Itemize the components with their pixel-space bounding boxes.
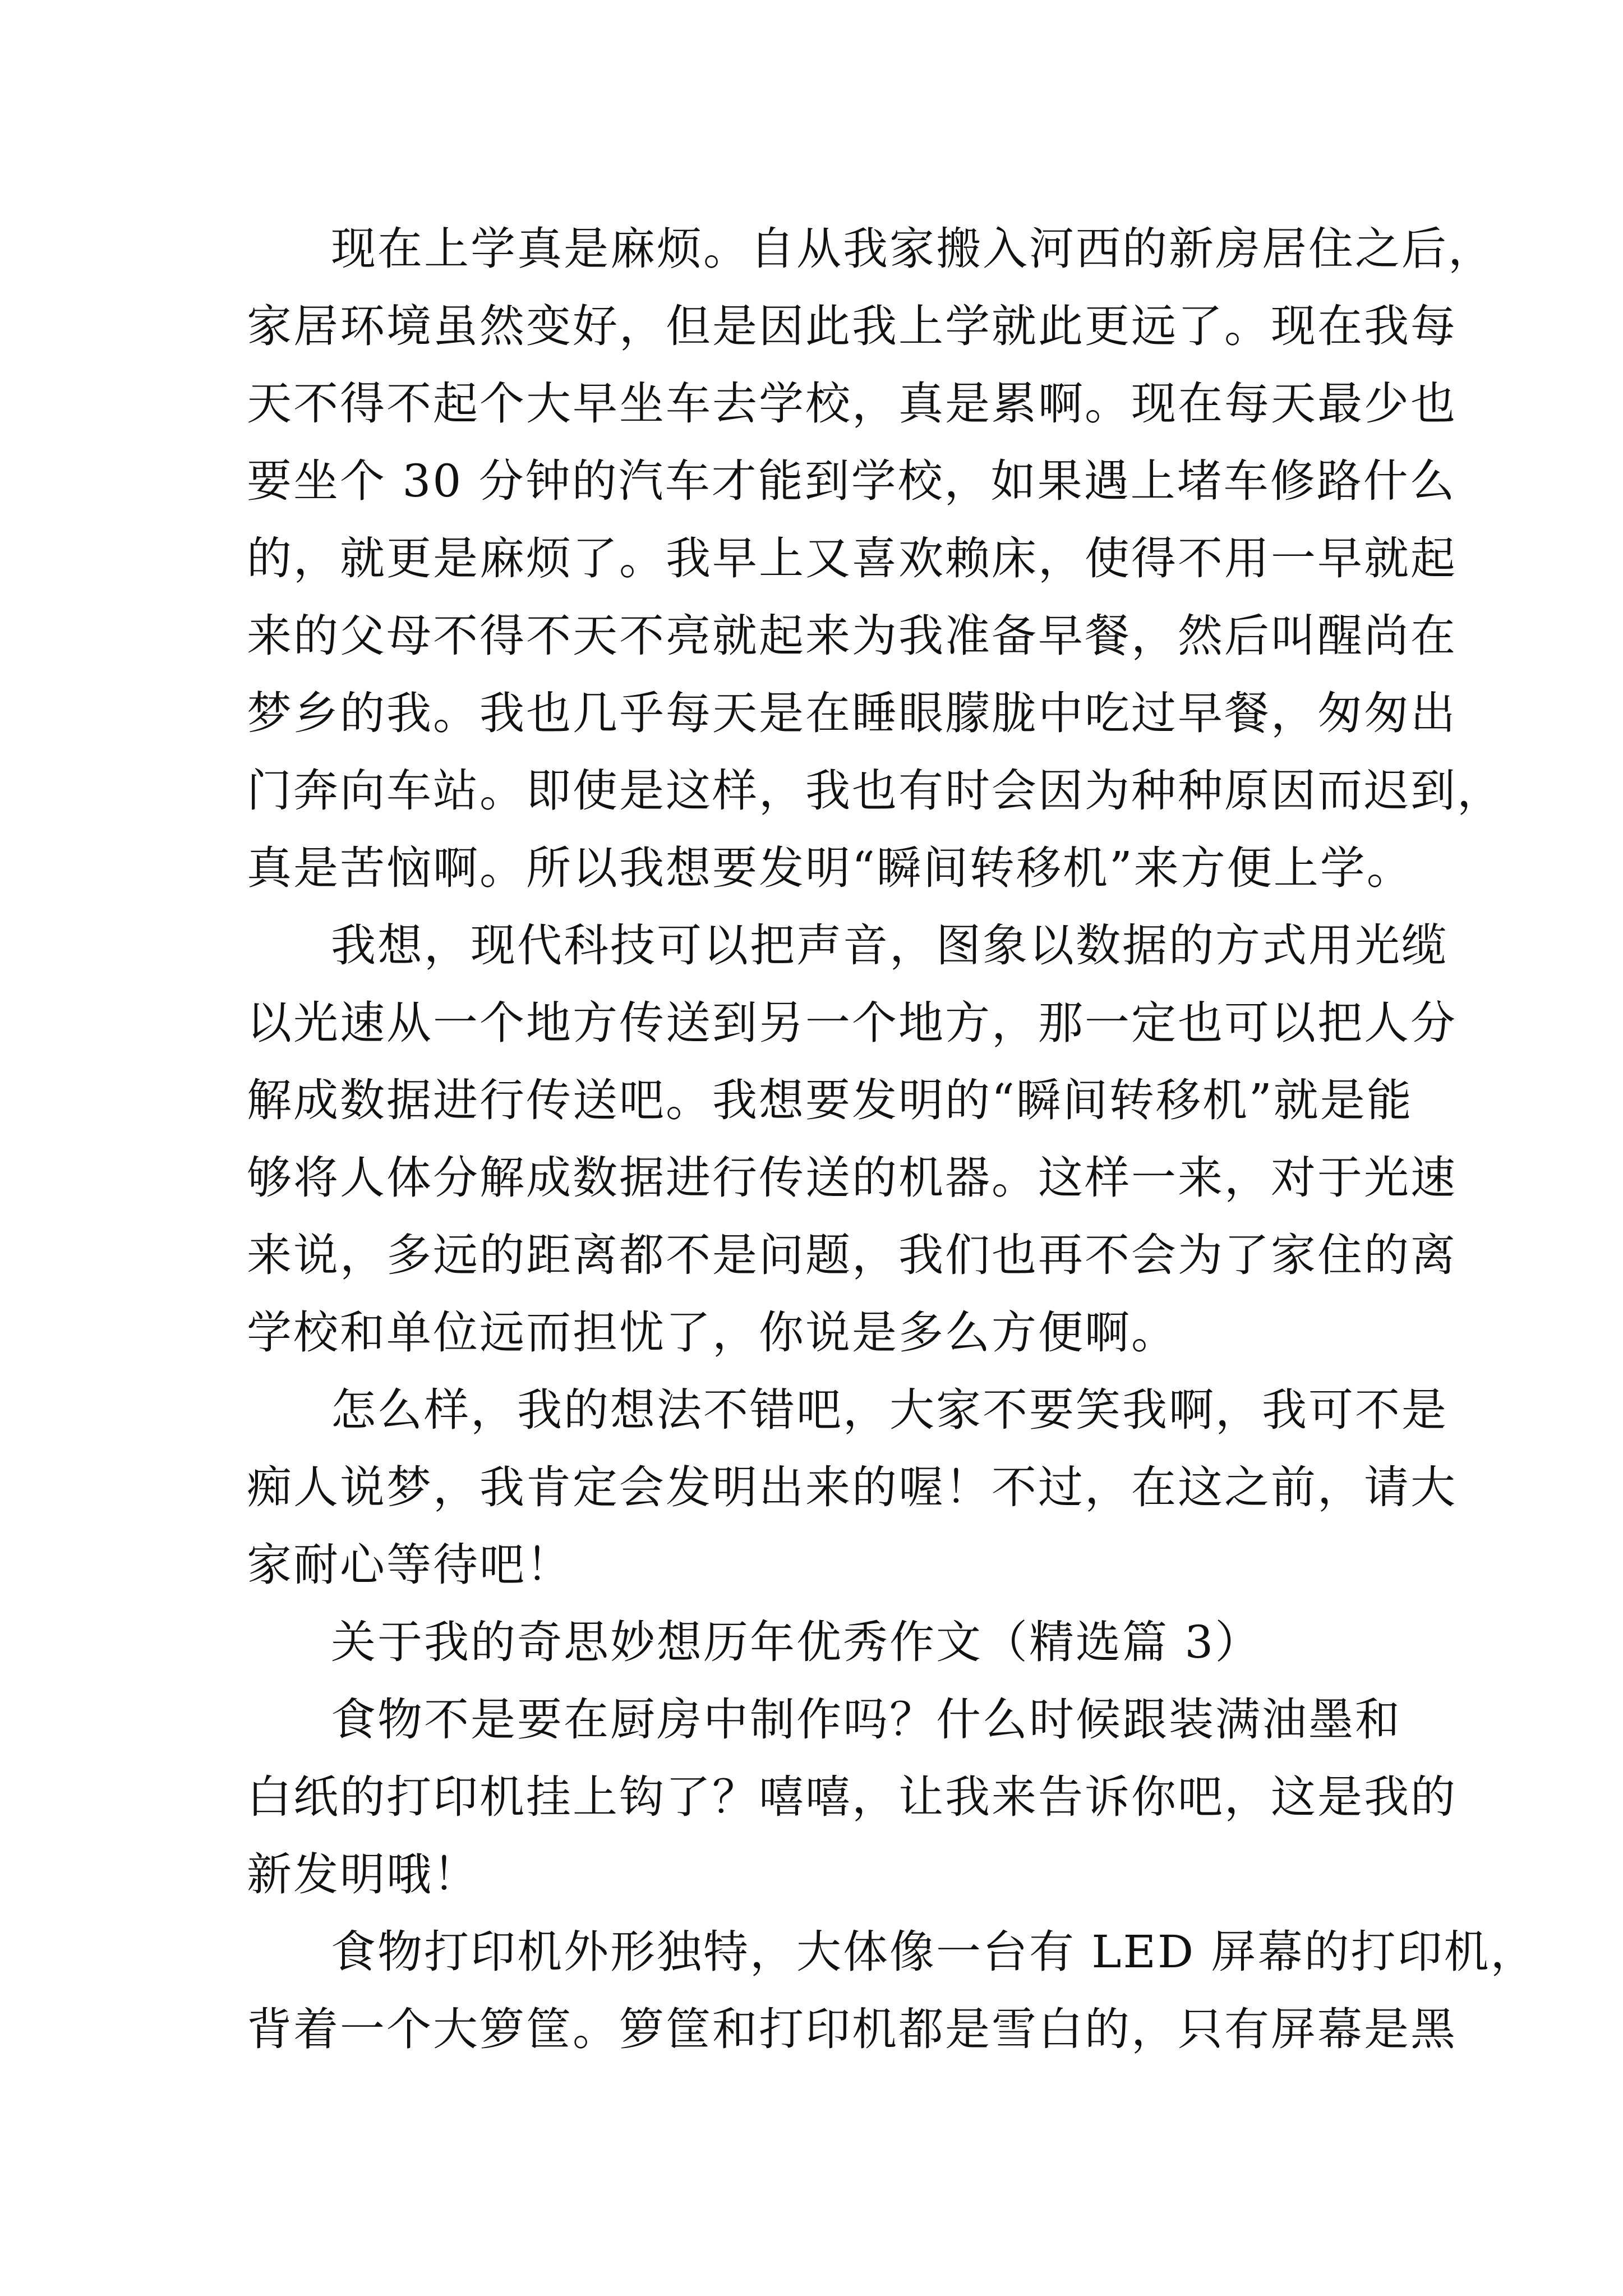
paragraph-2-line-1: 我想，现代科技可以把声音，图象以数据的方式用光缆 [331, 919, 1448, 972]
paragraph-3-line-3: 家耐心等待吧！ [247, 1539, 573, 1591]
paragraph-3-line-1: 怎么样，我的想法不错吧，大家不要笑我啊，我可不是 [331, 1384, 1448, 1436]
paragraph-4-line-2: 白纸的打印机挂上钩了？嘻嘻，让我来告诉你吧，这是我的 [247, 1771, 1457, 1823]
paragraph-1-line-1: 现在上学真是麻烦。自从我家搬入河西的新房居住之后， [331, 223, 1495, 275]
paragraph-1-line-5: 的，就更是麻烦了。我早上又喜欢赖床，使得不用一早就起 [247, 532, 1457, 585]
paragraph-1-line-8: 门奔向车站。即使是这样，我也有时会因为种种原因而迟到， [247, 765, 1504, 817]
paragraph-3-line-2: 痴人说梦，我肯定会发明出来的喔！不过，在这之前，请大 [247, 1461, 1457, 1513]
paragraph-2-line-5: 来说，多远的距离都不是问题，我们也再不会为了家住的离 [247, 1229, 1457, 1281]
paragraph-1-line-6: 来的父母不得不天不亮就起来为我准备早餐，然后叫醒尚在 [247, 610, 1457, 662]
paragraph-1-line-7: 梦乡的我。我也几乎每天是在睡眼朦胧中吃过早餐，匆匆出 [247, 687, 1457, 739]
paragraph-1-line-9: 真是苦恼啊。所以我想要发明“瞬间转移机”来方便上学。 [247, 842, 1413, 894]
paragraph-1-line-4: 要坐个 30 分钟的汽车才能到学校，如果遇上堵车修路什么 [247, 455, 1456, 507]
section-heading: 关于我的奇思妙想历年优秀作文（精选篇 3） [331, 1616, 1262, 1668]
paragraph-4-line-1: 食物不是要在厨房中制作吗？什么时候跟装满油墨和 [331, 1694, 1401, 1746]
paragraph-4-line-3: 新发明哦！ [247, 1848, 479, 1901]
paragraph-1-line-2: 家居环境虽然变好，但是因此我上学就此更远了。现在我每 [247, 300, 1457, 352]
paragraph-2-line-6: 学校和单位远而担忧了，你说是多么方便啊。 [247, 1306, 1178, 1359]
paragraph-5-line-2: 背着一个大箩筐。箩筐和打印机都是雪白的，只有屏幕是黑 [247, 2003, 1457, 2055]
paragraph-2-line-4: 够将人体分解成数据进行传送的机器。这样一来，对于光速 [247, 1152, 1457, 1204]
paragraph-2-line-2: 以光速从一个地方传送到另一个地方，那一定也可以把人分 [247, 997, 1457, 1049]
paragraph-2-line-3: 解成数据进行传送吧。我想要发明的“瞬间转移机”就是能 [247, 1074, 1413, 1126]
paragraph-1-line-3: 天不得不起个大早坐车去学校，真是累啊。现在每天最少也 [247, 378, 1457, 430]
paragraph-5-line-1: 食物打印机外形独特，大体像一台有 LED 屏幕的打印机， [331, 1926, 1537, 1978]
